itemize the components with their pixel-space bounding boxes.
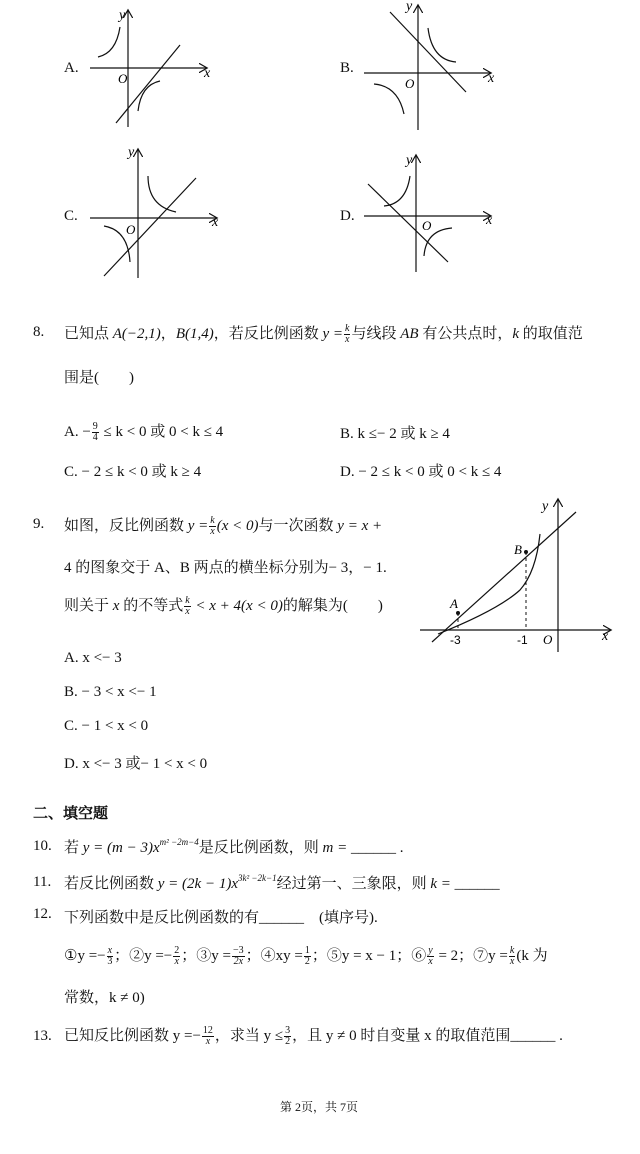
graph-c-y: y bbox=[128, 145, 135, 160]
graph-a-y: y bbox=[119, 8, 126, 23]
q8-number: 8. bbox=[33, 324, 45, 340]
graph-c bbox=[86, 142, 226, 282]
section-fill-in-title: 二、填空题 bbox=[33, 806, 109, 822]
option-d-label: D. bbox=[340, 208, 355, 224]
q9-y-label: y bbox=[542, 499, 549, 514]
q8-line1: 已知点 A(−2,1)，B(1,4)，若反比例函数 y = $\frac{k}{x}$ 与线段 AB 有公共点时，k 的取值范 bbox=[64, 323, 583, 346]
graph-c-x: x bbox=[212, 215, 219, 230]
q9-origin: O bbox=[543, 632, 553, 647]
graph-a-origin: O bbox=[118, 71, 128, 86]
graph-b-y: y bbox=[406, 0, 413, 14]
q9-line2: 4 的图象交于 A、B 两点的横坐标分别为− 3，− 1. bbox=[64, 560, 387, 576]
q13-text: 已知反比例函数 y =− $\frac{12}{x}$ ，求当 y ≤ $\frac{3}{2}$ ，且 y ≠ 0 时自变量 x 的取值范围______ . bbox=[64, 1025, 563, 1048]
graph-d-x: x bbox=[486, 213, 493, 228]
tick-minus1: -1 bbox=[517, 633, 528, 647]
option-a-label: A. bbox=[64, 60, 79, 76]
q9-option-a[interactable]: A. x <− 3 bbox=[64, 650, 122, 666]
q12-line1: 下列函数中是反比例函数的有______ (填序号). bbox=[64, 910, 378, 926]
q8-line2: 围是( ) bbox=[64, 370, 134, 386]
graph-b-x: x bbox=[488, 71, 495, 86]
option-b-label: B. bbox=[340, 60, 354, 76]
q9-x-label: x bbox=[602, 629, 609, 644]
graph-b-origin: O bbox=[405, 76, 415, 91]
q9-option-c[interactable]: C. − 1 < x < 0 bbox=[64, 718, 149, 734]
q9-line1: 如图，反比例函数 y = $\frac{k}{x}$ (x < 0)与一次函数 y = x + bbox=[64, 515, 383, 538]
q8-option-c[interactable]: C. − 2 ≤ k < 0 或 k ≥ 4 bbox=[64, 464, 202, 480]
graph-d-origin: O bbox=[422, 218, 432, 233]
q12-number: 12. bbox=[33, 906, 52, 922]
q12-items: ①y =− $\frac{x}{3}$ ；②y =− $\frac{2}{x}$ ；③y = $\frac{-3}{2x}$ ；④xy = $\frac{1}{2}$ ；⑤y = x − 1；⑥ $\frac{y}{x}$ = 2；⑦y = $\frac{k}{x}$ (k 为 bbox=[64, 945, 548, 968]
point-a-label: A bbox=[450, 596, 458, 611]
q9-option-d[interactable]: D. x <− 3 或− 1 < x < 0 bbox=[64, 756, 208, 772]
q12-line3: 常数，k ≠ 0) bbox=[64, 990, 145, 1006]
graph-a-x: x bbox=[204, 66, 211, 81]
graph-c-origin: O bbox=[126, 222, 136, 237]
graph-d bbox=[360, 150, 500, 280]
graph-b bbox=[360, 0, 500, 132]
point-b-label: B bbox=[514, 542, 522, 557]
graph-d-y: y bbox=[406, 153, 413, 168]
option-c-label: C. bbox=[64, 208, 78, 224]
q9-option-b[interactable]: B. − 3 < x <− 1 bbox=[64, 684, 157, 700]
q11-text: 若反比例函数 $y = (2k - 1)x^{3k^2 -2k-1}$经过第一、三象限，则 k = ______ bbox=[64, 873, 500, 892]
tick-minus3: -3 bbox=[450, 633, 461, 647]
q8-option-d[interactable]: D. − 2 ≤ k < 0 或 0 < k ≤ 4 bbox=[340, 464, 502, 480]
page-footer: 第 2页，共 7页 bbox=[280, 1100, 359, 1114]
q9-number: 9. bbox=[33, 516, 45, 532]
q8-option-a[interactable]: A. − $\frac{9}{4}$ ≤ k < 0 或 0 < k ≤ 4 bbox=[64, 421, 224, 444]
q8-option-b[interactable]: B. k ≤− 2 或 k ≥ 4 bbox=[340, 426, 450, 442]
graph-a bbox=[86, 5, 216, 130]
q10-number: 10. bbox=[33, 838, 52, 854]
q13-number: 13. bbox=[33, 1028, 52, 1044]
q9-graph bbox=[418, 492, 618, 654]
q11-number: 11. bbox=[33, 874, 52, 890]
q9-line3: 则关于 x 的不等式 $\frac{k}{x}$ < x + 4(x < 0)的解集为( ) bbox=[64, 595, 383, 618]
q10-text: 若 $y = (m - 3)x^{m^2 -2m-4}$是反比例函数，则 m = ______ . bbox=[64, 837, 404, 856]
